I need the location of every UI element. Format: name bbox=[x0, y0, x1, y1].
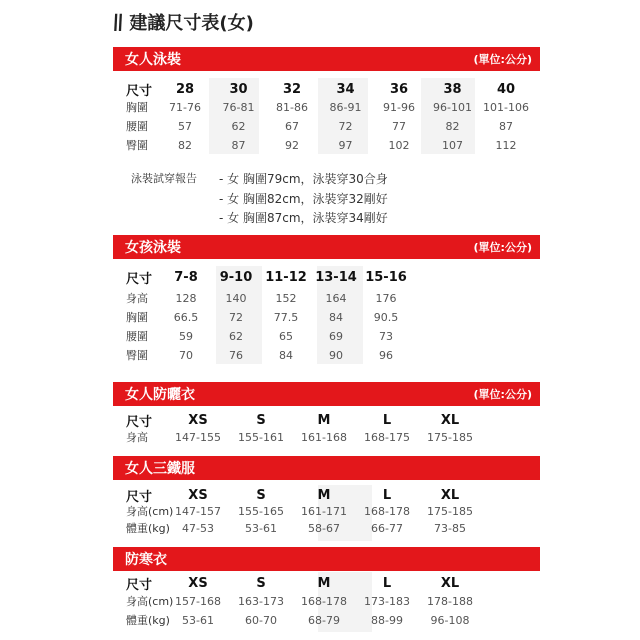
table-cell: 175-185 bbox=[427, 505, 473, 518]
size-header-cell: S bbox=[256, 488, 266, 503]
table-cell: 90.5 bbox=[373, 311, 399, 324]
table-cell: 112 bbox=[495, 139, 517, 152]
note-line: - 女 胸圍87cm，泳裝穿34剛好 bbox=[219, 211, 388, 225]
row-label: 胸圍 bbox=[126, 101, 148, 114]
size-header-cell: XL bbox=[440, 488, 460, 503]
section-header bbox=[113, 456, 540, 480]
table-cell: 86-91 bbox=[329, 101, 362, 114]
size-header-cell: M bbox=[317, 413, 331, 428]
note-label: 泳裝試穿報告 bbox=[131, 172, 197, 185]
row-label: 體重(kg) bbox=[126, 614, 170, 627]
note-line: - 女 胸圍79cm，泳裝穿30合身 bbox=[219, 172, 388, 186]
table-cell: 68-79 bbox=[308, 614, 340, 627]
table-cell: 84 bbox=[279, 349, 293, 362]
row-label: 臀圍 bbox=[126, 139, 148, 152]
table-cell: 69 bbox=[329, 330, 343, 343]
table-cell: 81-86 bbox=[276, 101, 308, 114]
size-header-cell: S bbox=[256, 413, 266, 428]
size-header-cell: XL bbox=[440, 413, 460, 428]
table-cell: 155-161 bbox=[238, 431, 284, 444]
size-header-cell: 28 bbox=[175, 82, 195, 97]
table-cell: 168-178 bbox=[364, 505, 410, 518]
row-label: 體重(kg) bbox=[126, 522, 170, 535]
row-label: 腰圍 bbox=[126, 330, 148, 343]
table-cell: 128 bbox=[175, 292, 197, 305]
table-cell: 176 bbox=[375, 292, 397, 305]
table-cell: 82 bbox=[445, 120, 460, 133]
size-header-cell: 13-14 bbox=[315, 270, 357, 285]
table-cell: 72 bbox=[229, 311, 243, 324]
table-cell: 57 bbox=[178, 120, 192, 133]
size-header-label: 尺寸 bbox=[126, 84, 153, 99]
table-cell: 147-155 bbox=[175, 431, 221, 444]
note-line: - 女 胸圍82cm，泳裝穿32剛好 bbox=[219, 192, 388, 206]
table-cell: 107 bbox=[442, 139, 463, 152]
size-header-cell: XS bbox=[188, 413, 208, 428]
page-title-text: 建議尺寸表(女) bbox=[129, 13, 254, 34]
table-cell: 70 bbox=[179, 349, 193, 362]
size-header-cell: XS bbox=[188, 576, 208, 591]
table-cell: 178-188 bbox=[427, 595, 473, 608]
section-title: 女孩泳裝 bbox=[125, 240, 181, 256]
section-header bbox=[113, 382, 540, 406]
section-title: 防寒衣 bbox=[125, 552, 167, 568]
table-cell: 87 bbox=[231, 139, 246, 152]
section-title: 女人泳裝 bbox=[125, 52, 181, 68]
table-cell: 87 bbox=[499, 120, 513, 133]
table-cell: 84 bbox=[329, 311, 343, 324]
table-cell: 90 bbox=[329, 349, 343, 362]
size-header-cell: 15-16 bbox=[365, 270, 407, 285]
size-header-cell: L bbox=[382, 576, 392, 591]
size-header-cell: 38 bbox=[443, 82, 462, 97]
table-cell: 164 bbox=[325, 292, 347, 305]
row-label: 腰圍 bbox=[126, 120, 148, 133]
table-cell: 101-106 bbox=[483, 101, 529, 114]
row-label: 身高(cm) bbox=[126, 595, 174, 608]
table-cell: 76 bbox=[229, 349, 243, 362]
slash-icon: \\ bbox=[107, 10, 126, 34]
table-cell: 92 bbox=[285, 139, 299, 152]
size-header-cell: L bbox=[382, 488, 392, 503]
section-header bbox=[113, 547, 540, 571]
section-unit: (單位:公分) bbox=[473, 53, 532, 66]
table-cell: 96-101 bbox=[433, 101, 472, 114]
table-cell: 66.5 bbox=[173, 311, 199, 324]
table-cell: 161-171 bbox=[301, 505, 347, 518]
table-cell: 62 bbox=[231, 120, 246, 133]
row-label: 身高(cm) bbox=[126, 505, 174, 518]
size-header-cell: XS bbox=[188, 488, 208, 503]
table-cell: 82 bbox=[178, 139, 192, 152]
size-header-label: 尺寸 bbox=[126, 415, 153, 430]
size-header-cell: 9-10 bbox=[219, 270, 253, 285]
table-cell: 97 bbox=[338, 139, 353, 152]
size-header-cell: M bbox=[317, 576, 331, 591]
section-header bbox=[113, 235, 540, 259]
size-header-cell: 30 bbox=[229, 82, 248, 97]
table-cell: 175-185 bbox=[427, 431, 473, 444]
table-cell: 91-96 bbox=[383, 101, 415, 114]
table-cell: 96-108 bbox=[430, 614, 470, 627]
table-cell: 67 bbox=[285, 120, 299, 133]
row-label: 身高 bbox=[126, 292, 148, 305]
table-cell: 155-165 bbox=[238, 505, 284, 518]
table-cell: 168-178 bbox=[301, 595, 347, 608]
section-title: 女人防曬衣 bbox=[125, 387, 195, 403]
size-header-cell: 32 bbox=[282, 82, 302, 97]
section-unit: (單位:公分) bbox=[473, 388, 532, 401]
table-cell: 147-157 bbox=[175, 505, 221, 518]
table-cell: 77.5 bbox=[273, 311, 299, 324]
table-cell: 60-70 bbox=[245, 614, 277, 627]
row-label: 臀圍 bbox=[126, 349, 148, 362]
table-cell: 53-61 bbox=[182, 614, 214, 627]
table-cell: 72 bbox=[338, 120, 353, 133]
table-cell: 66-77 bbox=[371, 522, 403, 535]
size-header-cell: 11-12 bbox=[265, 270, 307, 285]
table-cell: 77 bbox=[392, 120, 406, 133]
table-cell: 73-85 bbox=[434, 522, 466, 535]
table-cell: 71-76 bbox=[169, 101, 201, 114]
table-cell: 73 bbox=[379, 330, 393, 343]
size-header-cell: XL bbox=[440, 576, 460, 591]
page-title bbox=[107, 8, 254, 36]
table-cell: 152 bbox=[275, 292, 297, 305]
table-cell: 173-183 bbox=[364, 595, 410, 608]
table-cell: 58-67 bbox=[308, 522, 340, 535]
table-cell: 96 bbox=[379, 349, 393, 362]
size-header-cell: 7-8 bbox=[174, 270, 198, 285]
table-cell: 47-53 bbox=[182, 522, 214, 535]
size-header-cell: 36 bbox=[389, 82, 409, 97]
section-title: 女人三鐵服 bbox=[125, 461, 195, 477]
size-header-cell: M bbox=[317, 488, 331, 503]
size-header-cell: S bbox=[256, 576, 266, 591]
table-cell: 163-173 bbox=[238, 595, 284, 608]
row-label: 胸圍 bbox=[126, 311, 148, 324]
table-cell: 140 bbox=[225, 292, 247, 305]
table-cell: 168-175 bbox=[364, 431, 410, 444]
table-cell: 157-168 bbox=[175, 595, 221, 608]
size-header-cell: 34 bbox=[336, 82, 355, 97]
table-cell: 76-81 bbox=[222, 101, 255, 114]
table-cell: 102 bbox=[388, 139, 410, 152]
size-header-cell: L bbox=[382, 413, 392, 428]
table-cell: 62 bbox=[229, 330, 243, 343]
table-cell: 53-61 bbox=[245, 522, 277, 535]
table-cell: 65 bbox=[279, 330, 293, 343]
size-header-label: 尺寸 bbox=[126, 578, 153, 593]
table-cell: 59 bbox=[179, 330, 193, 343]
row-label: 身高 bbox=[126, 431, 148, 444]
table-cell: 161-168 bbox=[301, 431, 347, 444]
section-unit: (單位:公分) bbox=[473, 241, 532, 254]
table-cell: 88-99 bbox=[371, 614, 403, 627]
size-header-label: 尺寸 bbox=[126, 490, 153, 505]
size-header-label: 尺寸 bbox=[126, 272, 153, 287]
section-header bbox=[113, 47, 540, 71]
size-header-cell: 40 bbox=[496, 82, 516, 97]
